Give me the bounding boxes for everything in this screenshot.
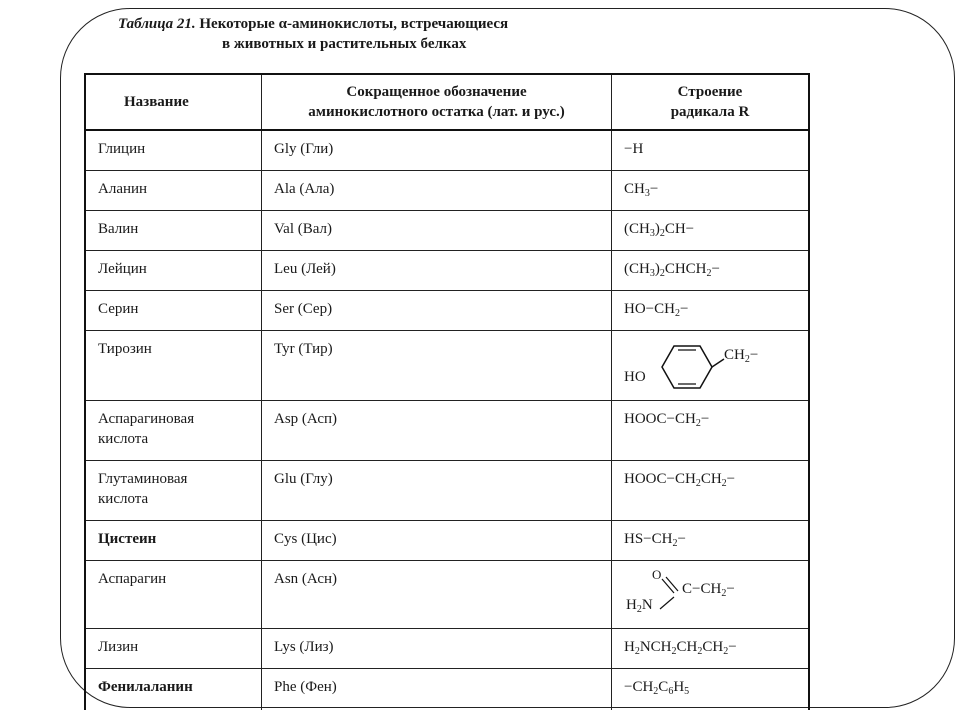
amino-acid-abbr: Glu (Глу) bbox=[262, 461, 612, 520]
hydroxyl-label: HO bbox=[624, 369, 646, 385]
amino-acid-name: Лизин bbox=[86, 629, 262, 668]
amino-acid-name: Валин bbox=[86, 211, 262, 250]
header-abbr-line-2: аминокислотного остатка (лат. и рус.) bbox=[308, 104, 565, 120]
amino-acid-name: Серин bbox=[86, 291, 262, 330]
table-row bbox=[86, 401, 808, 461]
caption-line-1 bbox=[118, 14, 838, 34]
table-row bbox=[86, 331, 808, 401]
radical-formula: $HS-CH_2-$ bbox=[624, 531, 686, 549]
amino-acid-table bbox=[84, 73, 810, 710]
radical-structure-tyrosine bbox=[612, 331, 808, 400]
amide-bonds-icon bbox=[654, 575, 684, 615]
header-name: Название bbox=[86, 75, 262, 129]
radical-formula: $(CH_3)_2CH-$ bbox=[624, 221, 695, 239]
header-structure bbox=[612, 75, 808, 129]
table-caption bbox=[118, 14, 838, 54]
radical-formula: $HOOC-CH_2-$ bbox=[624, 411, 710, 429]
caption-prefix: Таблица 21. bbox=[118, 16, 196, 32]
amino-acid-name: Фенилаланин bbox=[86, 669, 262, 710]
radical-formula: $H_2NCH_2CH_2CH_2-$ bbox=[624, 639, 737, 657]
table-row bbox=[86, 171, 808, 211]
radical-formula: −H bbox=[624, 141, 644, 157]
amino-acid-abbr: Gly (Гли) bbox=[262, 131, 612, 170]
methylene-label: $CH_2-$ bbox=[724, 347, 759, 365]
amino-acid-abbr: Leu (Лей) bbox=[262, 251, 612, 290]
amino-acid-name: Глицин bbox=[86, 131, 262, 170]
table-row bbox=[86, 629, 808, 669]
table-row bbox=[86, 291, 808, 331]
radical-formula: $CH_3-$ bbox=[624, 181, 659, 199]
amino-acid-abbr: Lys (Лиз) bbox=[262, 629, 612, 668]
table-row bbox=[86, 251, 808, 291]
table-row bbox=[86, 669, 808, 710]
table-row bbox=[86, 561, 808, 629]
table-row bbox=[86, 211, 808, 251]
amino-acid-name: Цистеин bbox=[86, 521, 262, 560]
radical-formula: $HO-CH_2-$ bbox=[624, 301, 689, 319]
header-structure-line-1: Строение bbox=[677, 84, 743, 100]
header-abbreviation bbox=[262, 75, 612, 129]
amino-acid-abbr: Ser (Сер) bbox=[262, 291, 612, 330]
radical-formula: $HOOC-CH_2CH_2-$ bbox=[624, 471, 736, 489]
amino-acid-name: Аланин bbox=[86, 171, 262, 210]
amino-acid-name: Аспарагин bbox=[86, 561, 262, 628]
amino-acid-name: Лейцин bbox=[86, 251, 262, 290]
caption-text: Некоторые α-аминокислоты, встречающиеся bbox=[199, 16, 509, 32]
amino-acid-name: Глутаминовая кислота bbox=[86, 461, 262, 520]
amine-label: $H_2N$ bbox=[626, 597, 653, 615]
amino-acid-abbr: Asn (Асн) bbox=[262, 561, 612, 628]
table-header-row bbox=[86, 75, 808, 131]
amide-chain-label: $C-CH_2-$ bbox=[682, 581, 735, 599]
table-row bbox=[86, 461, 808, 521]
radical-formula: $(CH_3)_2CHCH_2-$ bbox=[624, 261, 720, 279]
amino-acid-abbr: Cys (Цис) bbox=[262, 521, 612, 560]
table-row bbox=[86, 131, 808, 171]
amino-acid-abbr: Phe (Фен) bbox=[262, 669, 612, 710]
amino-acid-abbr: Val (Вал) bbox=[262, 211, 612, 250]
amino-acid-abbr: Asp (Асп) bbox=[262, 401, 612, 460]
radical-formula: $-CH_2C_6H_5$ bbox=[624, 679, 690, 697]
benzene-ring-icon bbox=[652, 337, 732, 397]
amino-acid-abbr: Tyr (Тир) bbox=[262, 331, 612, 400]
header-abbr-line-1: Сокращенное обозначение bbox=[346, 84, 527, 100]
caption-line-2: в животных и растительных белках bbox=[222, 36, 467, 52]
radical-structure-asparagine bbox=[612, 561, 808, 628]
amino-acid-name: Аспарагиновая кислота bbox=[86, 401, 262, 460]
header-structure-line-2: радикала R bbox=[670, 104, 750, 120]
amino-acid-name: Тирозин bbox=[86, 331, 262, 400]
amino-acid-abbr: Ala (Ала) bbox=[262, 171, 612, 210]
table-row bbox=[86, 521, 808, 561]
oxygen-label: O bbox=[652, 567, 662, 582]
